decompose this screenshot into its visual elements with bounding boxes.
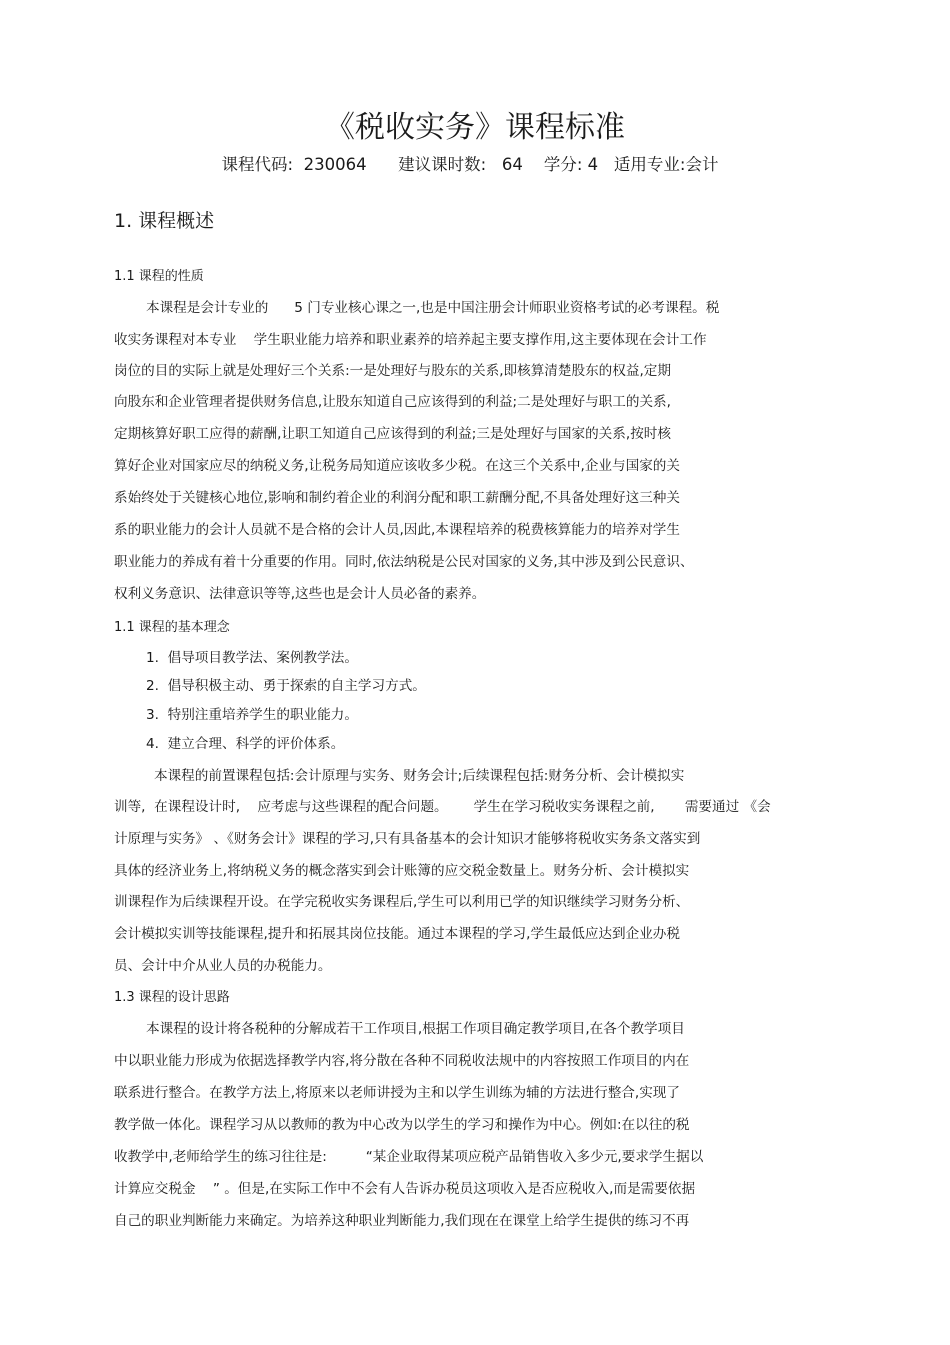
paragraph-line: 会计模拟实训等技能课程,提升和拓展其岗位技能。通过本课程的学习,学生最低应达到企业办税 — [114, 926, 680, 942]
hours-value: 64 — [501, 155, 523, 174]
paragraph-line: 算好企业对国家应尽的纳税义务,让税务局知道应该收多少税。在这三个关系中,企业与国家的关 — [114, 458, 680, 474]
paragraph-line: 联系进行整合。在教学方法上,将原来以老师讲授为主和以学生训练为辅的方法进行整合,实现了 — [114, 1085, 680, 1101]
paragraph-line: 本课程是会计专业的 5 门专业核心课之一,也是中国注册会计师职业资格考试的必考课程。税 — [146, 300, 720, 316]
paragraph-line: 本课程的前置课程包括:会计原理与实务、财务会计;后续课程包括:财务分析、会计模拟实 — [154, 768, 685, 784]
section-1-3-heading: 1.3 课程的设计思路 — [114, 990, 230, 1005]
section-1-1-heading: 1.1 课程的性质 — [114, 269, 204, 284]
paragraph-line: 岗位的目的实际上就是处理好三个关系:一是处理好与股东的关系,即核算清楚股东的权益,定期 — [114, 363, 671, 379]
course-code: 230064 — [303, 155, 367, 174]
list-item: 3. 特别注重培养学生的职业能力。 — [146, 707, 358, 723]
list-item: 2. 倡导积极主动、勇于探索的自主学习方式。 — [146, 678, 426, 694]
paragraph-line: 收实务课程对本专业 学生职业能力培养和职业素养的培养起主要支撑作用,这主要体现在会计工作 — [114, 332, 707, 348]
paragraph-line: 计原理与实务》 、《财务会计》课程的学习,只有具备基本的会计知识才能够将税收实务条文落实到 — [114, 831, 701, 847]
paragraph-line: 收教学中,老师给学生的练习往往是: “某企业取得某项应税产品销售收入多少元,要求学生据以 — [114, 1149, 704, 1165]
paragraph-line: 定期核算好职工应得的薪酬,让职工知道自己应该得到的利益;三是处理好与国家的关系,按时核 — [114, 426, 671, 442]
credit-label: 学分: — [543, 155, 583, 174]
paragraph-line: 职业能力的养成有着十分重要的作用。同时,依法纳税是公民对国家的义务,其中涉及到公民意识、 — [114, 554, 694, 570]
course-meta — [0, 153, 940, 177]
hours-label: 建议课时数: — [398, 155, 487, 174]
paragraph-line: 训等, 在课程设计时, 应考虑与这些课程的配合问题。 学生在学习税收实务课程之前, 需要通过 《会 — [114, 799, 771, 815]
course-code-label: 课程代码: — [221, 155, 294, 174]
major-label: 适用专业:会计 — [613, 155, 719, 174]
credit-value: 4 — [587, 155, 599, 174]
paragraph-line: 员、会计中介从业人员的办税能力。 — [114, 958, 332, 974]
section-1-2-heading: 1.1 课程的基本理念 — [114, 620, 230, 635]
paragraph-line: 计算应交税金 ” 。但是,在实际工作中不会有人告诉办税员这项收入是否应税收入,而是需要依据 — [114, 1181, 696, 1197]
paragraph-line: 中以职业能力形成为依据选择教学内容,将分散在各种不同税收法规中的内容按照工作项目的内在 — [114, 1053, 690, 1069]
paragraph-line: 教学做一体化。课程学习从以教师的教为中心改为以学生的学习和操作为中心。例如:在以往的税 — [114, 1117, 690, 1133]
paragraph-line: 具体的经济业务上,将纳税义务的概念落实到会计账簿的应交税金数量上。财务分析、会计模拟实 — [114, 863, 690, 879]
paragraph-line: 系始终处于关键核心地位,影响和制约着企业的利润分配和职工薪酬分配,不具备处理好这三种关 — [114, 490, 680, 506]
section-1-heading: 1. 课程概述 — [114, 210, 215, 232]
paragraph-line: 本课程的设计将各税种的分解成若干工作项目,根据工作项目确定教学项目,在各个教学项目 — [146, 1021, 685, 1037]
list-item: 4. 建立合理、科学的评价体系。 — [146, 736, 345, 752]
document-title: 《税收实务》课程标准 — [325, 110, 625, 145]
paragraph-line: 权利义务意识、法律意识等等,这些也是会计人员必备的素养。 — [114, 586, 486, 602]
paragraph-line: 系的职业能力的会计人员就不是合格的会计人员,因此,本课程培养的税费核算能力的培养对学生 — [114, 522, 680, 538]
paragraph-line: 训课程作为后续课程开设。在学完税收实务课程后,学生可以利用已学的知识继续学习财务分析、 — [114, 894, 690, 910]
paragraph-line: 自己的职业判断能力来确定。为培养这种职业判断能力,我们现在在课堂上给学生提供的练习不再 — [114, 1213, 690, 1229]
list-item: 1. 倡导项目教学法、案例教学法。 — [146, 650, 358, 666]
paragraph-line: 向股东和企业管理者提供财务信息,让股东知道自己应该得到的利益;二是处理好与职工的关系, — [114, 394, 671, 410]
